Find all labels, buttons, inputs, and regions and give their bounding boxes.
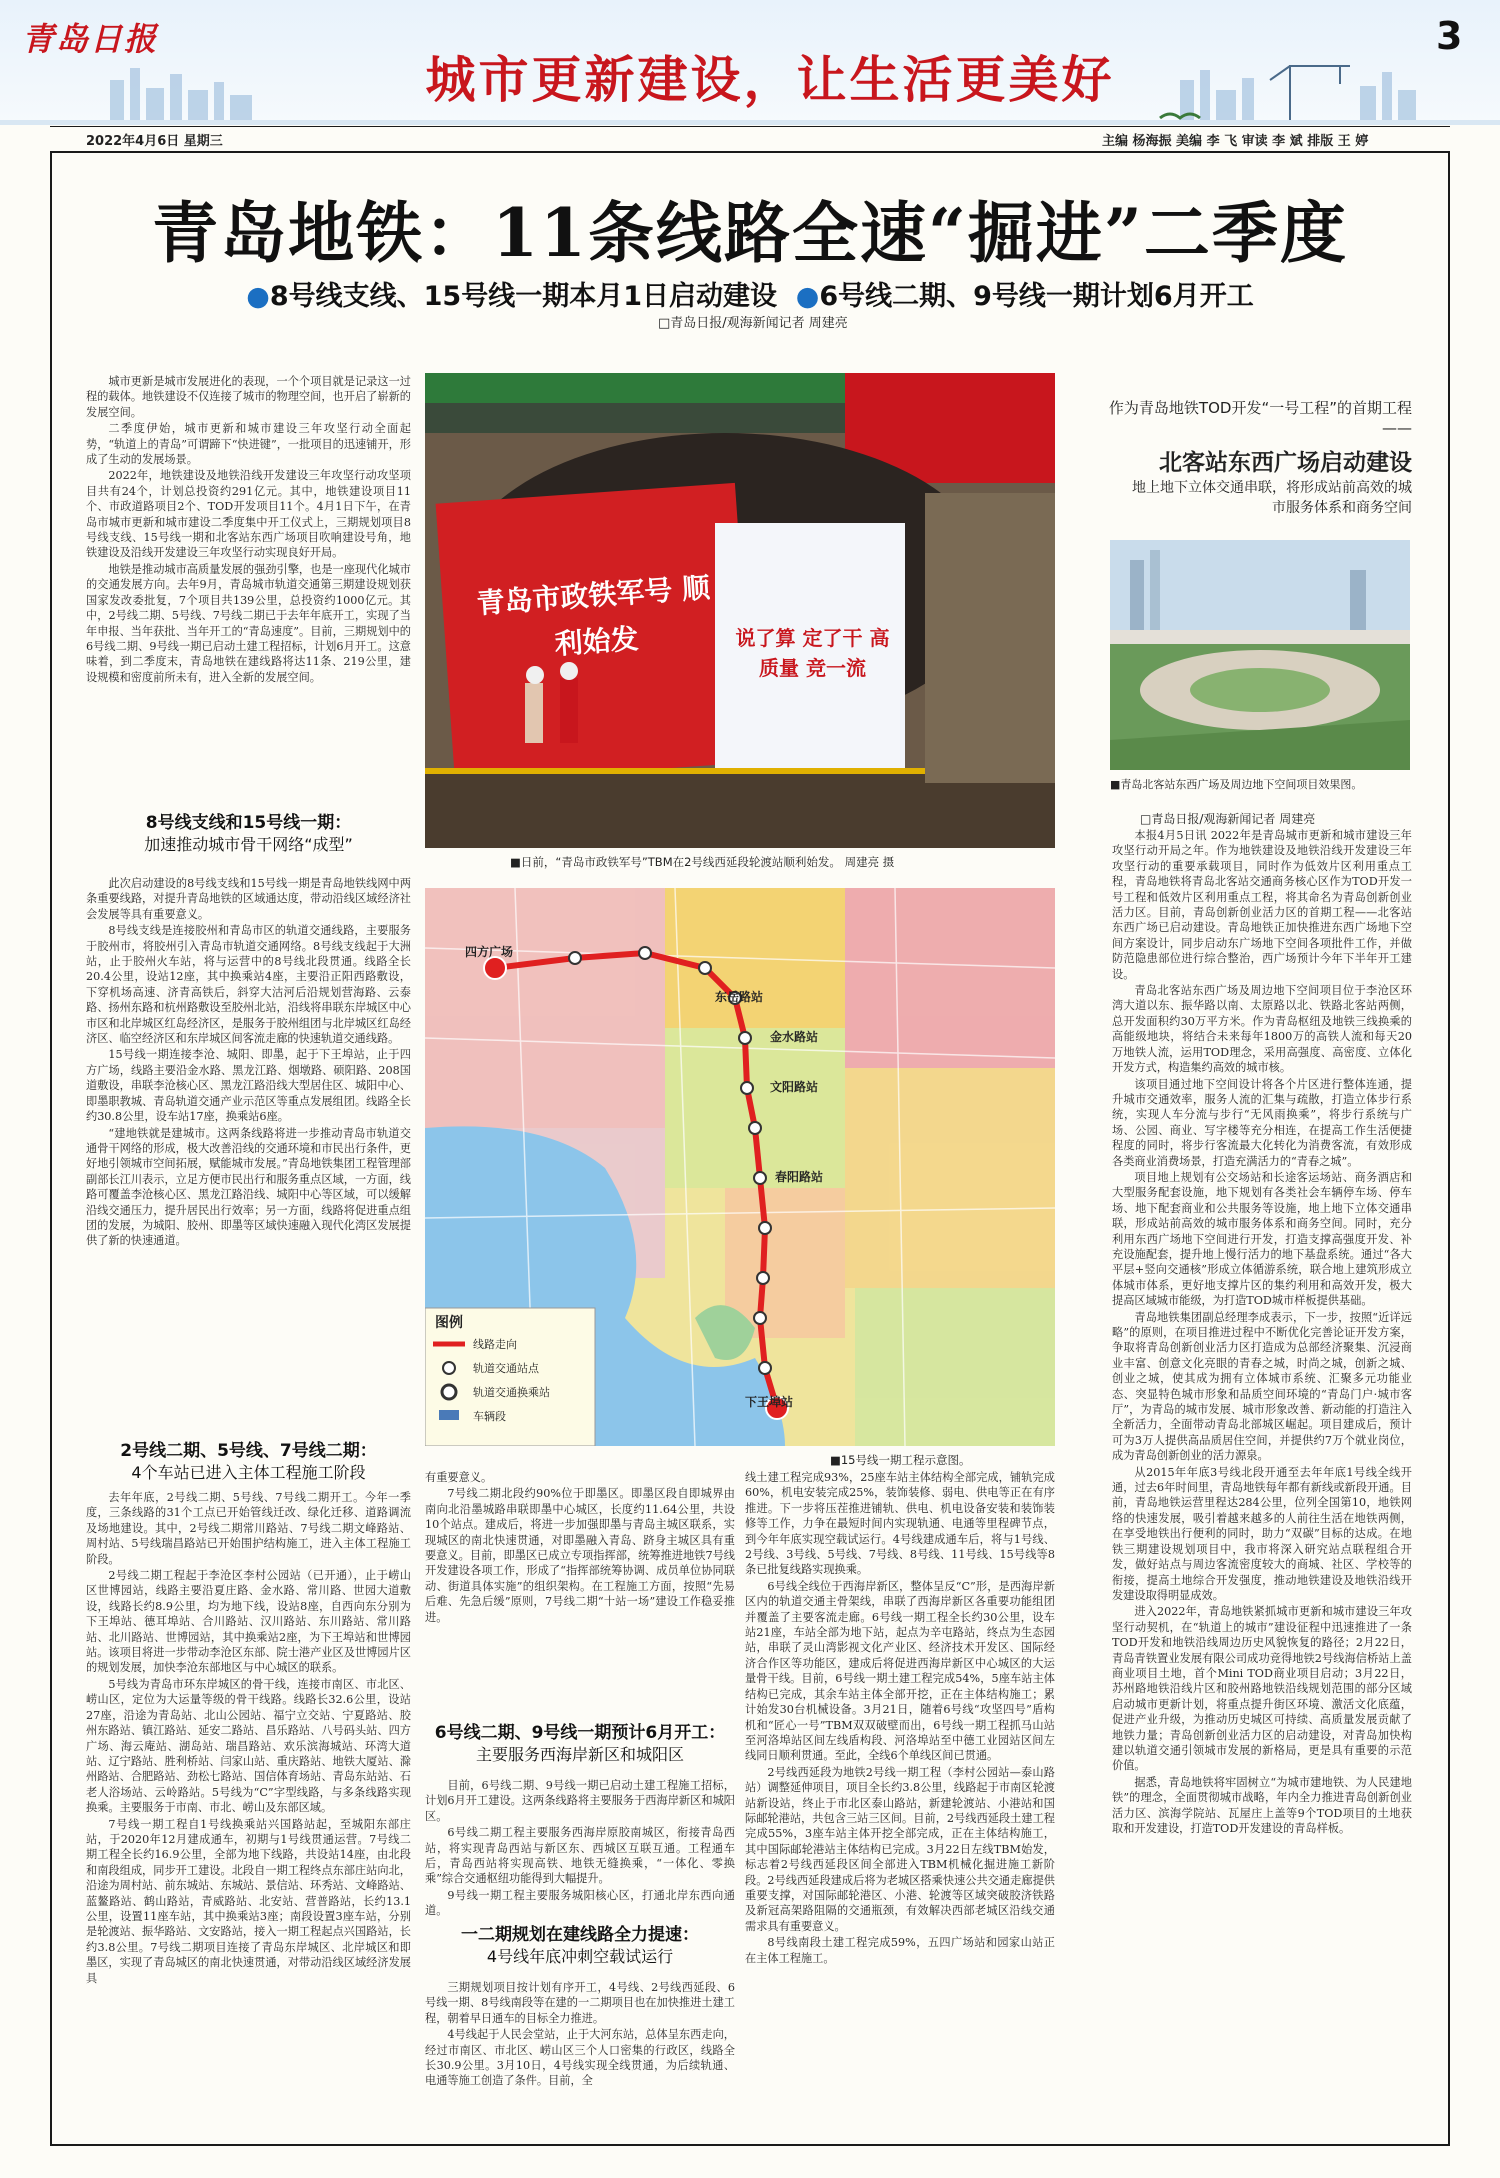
- paragraph: 从2015年年底3号线北段开通至去年年底1号线全线开通，过去6年时间里，青岛地铁每年都有新线或新段开通。目前，青岛地铁运营里程达284公里，位列全国第10，地铁网络的快速发展，吸引着越来越多的人前往生活在地铁两侧，在享受地铁出行便利的同时，助力“双碳”目标的达成。在地铁三期建设规划项目中，我市将深入研究站点联程组合开发，做好站点与周边客流密度较大的商城、社区、学校等的衔接，提高土地综合开发强度，推动地铁建设及地铁沿线开发建设取得明显成效。: [1112, 1465, 1412, 1602]
- paragraph: 4号线起于人民会堂站，止于大河东站，总体呈东西走向，经过市南区、市北区、崂山区三个人口密集的行政区，线路全长30.9公里。3月10日，4号线实现全线贯通，为后续轨通、电通等施工创造了条件。目前，全: [425, 2028, 735, 2088]
- sidebar-intro: 作为青岛地铁TOD开发“一号工程”的首期工程——: [1108, 399, 1412, 437]
- station-label: 金水路站: [770, 1030, 819, 1044]
- tbm-launch-photo: [425, 373, 1055, 848]
- paragraph: 2号线西延段为地铁2号线一期工程（李村公园站—泰山路站）调整延伸项目，项目全长约3.8公里，线路起于市南区轮渡站新设站，终止于市北区泰山路站，新建轮渡站、小港站和国际邮轮港站，共包含三站三区间。目前，2号线西延段土建工程完成55%，3座车站主体开挖全部完成，正在主体结构施工，其中国际邮轮港站主体结构已完成。3月22日左线TBM始发，标志着2号线西延段区间全部进入TBM机械化掘进施工新阶段。2号线西延段建成后将为老城区搭乘快速公共交通走廊提供重要支撑，对国际邮轮港区、小港、轮渡等区域突破胶济铁路及新冠高架路阻隔的交通瓶颈，有效解决西部老城区沿线交通需求具有重要意义。: [745, 1765, 1055, 1933]
- photo-slogan-text: 说了算 定了干 高质量 竞一流: [735, 626, 890, 680]
- legend-item: 轨道交通换乘站: [473, 1386, 550, 1399]
- sidebar-byline: □青岛日报/观海新闻记者 周建亮: [1140, 812, 1316, 826]
- heading-line-1: 2号线二期、5号线、7号线二期：: [120, 1441, 377, 1461]
- paragraph: 2号线二期工程起于李沧区李村公园站（已开通），止于崂山区世博园站，线路主要沿夏庄路、金水路、常川路、世园大道敷设，线路长约8.9公里，均为地下线，设站8座，自西向东分别为下王埠站、德耳埠站、合川路站、汉川路站、东川路站、常川路站、北川路站、世博园站，其中换乘站2座，为下王埠站和世博园站。该项目将进一步带动李沧区东部、院士港产业区及世博园片区的规划发展，加快李沧东部地区与中心城区的联系。: [86, 1569, 411, 1675]
- paragraph: 有重要意义。: [425, 1471, 493, 1484]
- photo-banner-text: 青岛市政铁军号 顺利始发: [475, 570, 712, 661]
- paragraph: 7号线二期北段约90%位于即墨区。即墨区段自即城界由南向北沿墨城路串联即墨中心城区，长度约11.64公里，共设10个站点。建成后，将进一步加强即墨与青岛主城区联系，实现城区的南北快速贯通，对即墨融入青岛、跻身主城区具有重要意义。目前，即墨区已成立专项指挥部，统筹推进地铁7号线开发建设各项工作，形成了“指挥部统筹协调、成员单位协同联动、街道具体实施”的组织架构。在工程施工方面，按照“先易后难、先急后缓”原则，7号线二期“十站一场”建设工作稳妥推进。: [425, 1487, 735, 1624]
- paragraph: 项目地上规划有公交场站和长途客运场站、商务酒店和大型服务配套设施，地下规划有各类社会车辆停车场、停车场、地下配套商业和公共服务等设施，地上地下立体交通串联，形成站前高效的城市服务体系和商务空间。同时，充分利用东西广场地下空间进行开发，打造支撑高强度开发、补充设施配套，提升地上慢行活力的地下基盘系统。通过“各大平层+竖向交通核”形成立体循游系统，联合地上建筑形成立体城市体系，更好地支撑片区的集约利用和高效开发，极大提高区域城市能级，为打造TOD城市样板提供基础。: [1112, 1170, 1412, 1308]
- line-15-map: [425, 888, 1055, 1446]
- paragraph: 目前，6号线二期、9号线一期已启动土建工程施工招标，计划6月开工建设。这两条线路将主要服务于西海岸新区和城阳区。: [425, 1779, 735, 1823]
- paragraph: 8号线支线是连接胶州和青岛市区的轨道交通线路，主要服务于胶州市，将胶州引入青岛市轨道交通网络。8号线支线起于大洲站，止于胶州火车站，将与运营中的8号线北段贯通。线路全长20.4公里，设站12座，其中换乘站4座，主要沿正阳西路敷设，下穿机场高速、济青高铁后，斜穿大沽河后沿规划营海路、云泰路、扬州东路和杭州路敷设至胶州北站，沿线将串联东岸城区中心市区和北岸城区红岛经济区，是服务于胶州组团与北岸城区红岛经济区、临空经济区和东岸城区间客流走廊的快速轨道交通线路。: [86, 924, 411, 1046]
- newspaper-logo: 青岛日报: [22, 20, 159, 58]
- station-label: 东岳路站: [715, 990, 764, 1004]
- north-station-render: [1110, 540, 1410, 770]
- sub-headline-1: 8号线支线、15号线一期本月1日启动建设: [269, 281, 777, 312]
- paragraph: 2022年，地铁建设及地铁沿线开发建设三年攻坚行动攻坚项目共有24个，计划总投资约291亿元。其中，地铁建设项目11个、市政道路项目2个、TOD开发项目11个。4月1日下午，在青岛市城市更新和城市建设二季度集中开工仪式上，三期规划项目8号线支线、15号线一期和北客站东西广场项目吹响建设号角，地铁建设及沿线开发建设三年攻坚行动实现良好开局。: [86, 469, 411, 560]
- section-heading-1-2: [425, 1924, 735, 1968]
- masthead: [0, 0, 1500, 125]
- render-caption: ■青岛北客站东西广场及周边地下空间项目效果图。: [1110, 778, 1363, 791]
- paragraph: 本报4月5日讯 2022年是青岛城市更新和城市建设三年攻坚行动开局之年。作为地铁建设及地铁沿线开发建设三年攻坚行动的重要承载项目，同时作为低效片区利用重点工程，青岛地铁将青岛北客站交通商务核心区作为TOD开发一号工程和低效片区利用重点工程，将其命名为青岛创新创业活力区。目前，青岛创新创业活力区的首期工程——北客站东西广场已启动建设。青岛地铁正加快推进东西广场地下空间方案设计，同步启动东广场地下空间各项批件工作，并做防范隐患部位进行综合整治，西广场预计今年下半年开工建设。: [1112, 829, 1412, 981]
- heading-line-1: 一二期规划在建线路全力提速：: [461, 1925, 699, 1945]
- paragraph: 此次启动建设的8号线支线和15号线一期是青岛地铁线网中两条重要线路，对提升青岛地铁的区域通达度，带动沿线区域经济社会发展等具有重要意义。: [86, 877, 411, 921]
- sub-headline-2: 6号线二期、9号线一期计划6月开工: [819, 281, 1254, 312]
- paragraph: 8号线南段土建工程完成59%，五四广场站和园家山站正在主体工程施工。: [745, 1936, 1055, 1965]
- right-frame: [1448, 151, 1450, 2146]
- article-column-b1: [86, 1490, 411, 2136]
- paragraph: 线土建工程完成93%，25座车站主体结构全部完成，铺轨完成60%，机电安装完成25%，装饰装修、弱电、供电等正在有序推进。下一步将压茬推进铺轨、供电、机电设备安装和装饰装修等工作，力争在最短时间内实现轨通、电通等里程碑节点，到今年年底实现空载试运行。4号线建成通车后，将与1号线、2号线、3号线、5号线、7号线、8号线、11号线、15号线等8条已批复线路实现换乘。: [745, 1471, 1055, 1577]
- sidebar-article: [1112, 828, 1412, 2126]
- section-title: 城市更新建设，让生活更美好: [425, 50, 1115, 109]
- header-rule: [50, 151, 1450, 153]
- bullet-icon: ●: [246, 281, 270, 312]
- bottom-rule: [50, 2144, 1450, 2146]
- article-column-1b: [86, 876, 411, 1436]
- sub-headline: [50, 274, 1450, 313]
- paragraph: 该项目通过地下空间设计将各个片区进行整体连通，提升城市交通效率，服务人流的汇集与疏散，打造立体步行系统，实现人车分流与步行“无风雨换乘”，将步行系统与广场、公园、商业、写字楼等充分相连，在提高工作生活便捷程度的同时，将步行客流最大化转化为消费客流，有效形成各类商业消费场景，打造充满活力的“青春之城”。: [1112, 1077, 1412, 1168]
- legend-item: 车辆段: [473, 1410, 506, 1423]
- paragraph: 去年年底，2号线二期、5号线、7号线二期开工。今年一季度，三条线路的31个工点已开始管线迁改、绿化迁移、道路调流及场地建设。其中，2号线二期常川路站、7号线二期文峰路站、周村站、5号线瑞昌路站已开始围护结构施工，进入主体工程施工阶段。: [86, 1491, 411, 1566]
- paragraph: 据悉，青岛地铁将牢固树立“为城市建地铁、为人民建地铁”的理念，全面贯彻城市战略，年内全力推进青岛创新创业活力区、滨海学院站、瓦屋庄上盖等9个TOD项目的土地获取和开发建设，打造TOD开发建设的青岛样板。: [1112, 1775, 1412, 1835]
- paragraph: 5号线为青岛市环东岸城区的骨干线，连接市南区、市北区、崂山区，定位为大运量等级的骨干线路。线路长32.6公里，设站27座，沿途为青岛站、北山公园站、福宁立交站、宁夏路站、胶州东路站、镇江路站、延安二路站、昌乐路站、八号码头站、四方广场、海云庵站、湖岛站、瑞昌路站、欢乐滨海城站、环湾大道站、辽宁路站、胜利桥站、闫家山站、重庆路站、地铁大厦站、滁州路站、合肥路站、劲松七路站、国信体育场站、青岛东站站、石老人浴场站、云岭路站。5号线为“C”字型线路，与多条线路实现换乘。主要服务于市南、市北、崂山及东部区域。: [86, 1677, 411, 1815]
- section-heading-6-9: [425, 1722, 735, 1766]
- heading-line-2: 加速推动城市骨干网络“成型”: [144, 835, 353, 854]
- paragraph: 15号线一期连接李沧、城阳、即墨，起于下王埠站，止于四方广场，线路主要沿金水路、黑龙江路、烟墩路、硕阳路、208国道敷设，串联李沧核心区、黑龙江路沿线大型居住区、城阳中心、即墨职教城、青岛轨道交通产业示范区等重点发展组团。线路全长约30.8公里，设车站17座，换乘站6座。: [86, 1048, 411, 1124]
- section-heading-8-15: [86, 812, 411, 856]
- main-headline: 青岛地铁：11条线路全速“掘进”二季度: [152, 194, 1348, 272]
- paragraph: 青岛地铁集团副总经理李成表示，下一步，按照“近详远略”的原则，在项目推进过程中不断优化完善论证开发方案，争取将青岛创新创业活力区打造成为总部经济聚集、沉浸商业丰富、创意文化亮眼的青春之城，时尚之城，创新之城、创业之城，使其成为拥有立体城市系统、汇聚多元功能业态、突显特色城市形象和品质空间环境的“青岛门户·城市客厅”，为青岛的城市发展、城市形象改善、新动能的打造注入全新活力，全面带动青岛北部城区崛起。项目建成后，预计可为3万人提供高品质居住空间，并提供约7万个就业岗位，成为青岛创新创业的活力源泉。: [1112, 1310, 1412, 1463]
- byline: □青岛日报/观海新闻记者 周建亮: [658, 316, 848, 331]
- paragraph: 进入2022年，青岛地铁紧抓城市更新和城市建设三年攻坚行动契机，在“轨道上的城市”建设征程中迅速推进了一条TOD开发和地铁沿线周边历史风貌恢复的路径；2月22日，青岛青铁置业发展有限公司成功竞得地铁2号线海信桥站上盖商业项目土地，首个Mini TOD商业项目启动；3月22日，苏州路地铁沿线片区和胶州路地铁沿线规划范围的部分区域启动城市更新计划，将重点提升街区环境、激活文化底蕴，促进产业升级，为推动历史城区可持续、高质量发展贡献了地铁力量；青岛创新创业活力区的启动建设，对青岛加快构建以轨道交通引领城市发展的新格局，更是具有重要的示范价值。: [1112, 1605, 1412, 1773]
- article-column-b2: [425, 1470, 735, 1710]
- article-column-b2c: [425, 1980, 735, 2136]
- page-number: 3: [1436, 14, 1463, 58]
- photo-caption: ■日前，“青岛市政铁军号”TBM在2号线西延段轮渡站顺利始发。 周建亮 摄: [510, 855, 895, 869]
- station-label: 春阳路站: [775, 1170, 824, 1184]
- paragraph: 青岛北客站东西广场及周边地下空间项目位于李沧区环湾大道以东、振华路以南、太原路以北、铁路北客站两侧，总开发面积约30万平方米。作为青岛枢纽及地铁三线换乘的高能级地块，将结合未来每年1800万的高铁人流和每天20万地铁人流，运用TOD理念，采用高强度、高密度、立体化开发方式，构造集约高效的城市核。: [1112, 984, 1412, 1075]
- heading-line-2: 4号线年底冲刺空载试运行: [486, 1947, 674, 1966]
- heading-line-1: 6号线二期、9号线一期预计6月开工：: [434, 1723, 726, 1743]
- paragraph: 9号线一期工程主要服务城阳核心区，打通北岸东西向通道。: [425, 1888, 735, 1918]
- map-legend-title: 图例: [435, 1315, 463, 1331]
- station-label: 下王埠站: [745, 1395, 794, 1409]
- paragraph: 三期规划项目按计划有序开工，4号线、2号线西延段、6号线一期、8号线南段等在建的一二期项目也在加快推进土建工程，朝着早日通车的目标全力推进。: [425, 1981, 735, 2025]
- article-column-b2b: [425, 1778, 735, 1920]
- paragraph: 地铁是推动城市高质量发展的强劲引擎，也是一座现代化城市的交通发展方向。去年9月，青岛城市轨道交通第三期建设规划获国家发改委批复，7个项目共139公里，总投资约1000亿元。其中，2号线二期、5号线、7号线二期已于去年年底开工，实现了当年申报、当年获批、当年开工的“青岛速度”。目前，三期规划中的6号线二期、9号线一期已启动土建工程招标，计划6月开工。这意味着，到二季度末，青岛地铁在建线路将达11条、219公里，建设规模和密度前所未有，进入全新的发展空间。: [86, 562, 411, 684]
- section-heading-2-5-7: [86, 1440, 411, 1484]
- map-caption: ■15号线一期工程示意图。: [830, 1453, 971, 1467]
- heading-line-2: 主要服务西海岸新区和城阳区: [475, 1745, 684, 1764]
- article-column-1: [86, 374, 411, 808]
- info-bar: [0, 127, 1500, 149]
- legend-item: 轨道交通站点: [473, 1362, 539, 1375]
- sidebar-title: 北客站东西广场启动建设: [1159, 450, 1412, 476]
- legend-item: 线路走向: [473, 1338, 517, 1351]
- editor-credits: 主编 杨海振 美编 李 飞 审读 李 斌 排版 王 婷: [1102, 134, 1369, 149]
- paragraph: 二季度伊始，城市更新和城市建设三年攻坚行动全面起势，“轨道上的青岛”可谓蹄下“快进键”，一批项目的迅速铺开，形成了生动的发展场景。: [86, 422, 411, 467]
- heading-line-2: 4个车站已进入主体工程施工阶段: [131, 1463, 366, 1482]
- article-column-b3: [745, 1470, 1055, 2136]
- issue-date: 2022年4月6日 星期三: [86, 134, 223, 149]
- paragraph: 6号线二期工程主要服务西海岸原胶南城区，衔接青岛西站，将实现青岛西站与新区东、西城区互联互通。工程通车后，青岛西站将实现高铁、地铁无缝换乘，“一体化、零换乘”综合交通枢纽功能得到大幅提升。: [425, 1826, 735, 1886]
- bullet-icon: ●: [795, 281, 820, 312]
- paragraph: 6号线全线位于西海岸新区，整体呈反“C”形，是西海岸新区内的轨道交通主骨架线，串联了西海岸新区各重要功能组团并覆盖了主要客流走廊。6号线一期工程全长约30公里，设车站21座，车站全部为地下站，起点为辛屯路站，终点为生态园站，串联了灵山湾影视文化产业区、经济技术开发区、国际经济合作区等功能区，建成后将促进西海岸新区中心城区的大运量骨干线。目前，6号线一期土建工程完成54%，5座车站主体结构已完成，其余车站主体全部开挖，正在主体结构施工；累计始发30台机械设备。3月21日，随着6号线“攻坚四号”盾构机和“匠心一号”TBM双双破壁而出，6号线一期工程抓马山站至河洛埠站区间左线盾构段、河洛埠站至中德工业园站区间左线同日顺利贯通。至此，全线6个单线区间已贯通。: [745, 1579, 1055, 1763]
- paragraph: 7号线一期工程自1号线换乘站兴国路站起，至城阳东部庄站，于2020年12月建成通车，初期与1号线贯通运营。7号线二期工程全长约16.9公里，全部为地下线路，共设站14座，由北段和南段组成，同步开工建设。北段自一期工程终点东部庄站向北，沿途为周村站、前东城站、东城站、景信站、环秀站、文峰路站、蓝鳌路站、鹤山路站，青威路站、北安站、营普路站，长约13.1公里，设置11座车站，其中换乘站3座；南段设置3座车站，分别是轮渡站、振华路站、文安路站，接入一期工程起点兴国路站，长约3.8公里。7号线二期项目连接了青岛东岸城区、北岸城区和即墨区，实现了青岛城区的南北快速贯通，对带动沿线区域经济发展具: [86, 1817, 411, 1985]
- paragraph: “建地铁就是建城市。这两条线路将进一步推动青岛市轨道交通骨干网络的形成，极大改善沿线的交通环境和市民出行条件，更好地引领城市空间拓展，赋能城市发展。”青岛地铁集团工程管理部副部长江川表示，立足方便市民出行和服务重点区域，一方面，线路可覆盖李沧核心区、黑龙江路沿线、城阳中心等区域，可以缓解沿线交通压力，提升居民出行效率；另一方面，线路将促进重点组团的发展，为城阳、胶州、即墨等区域快速融入现代化湾区发展提供了新的快速通道。: [86, 1126, 411, 1248]
- paragraph: 城市更新是城市发展进化的表现，一个个项目就是记录这一过程的载体。地铁建设不仅连接了城市的物理空间，也开启了崭新的发展空间。: [86, 375, 411, 419]
- render-image: [1110, 540, 1410, 770]
- station-label: 四方广场: [465, 945, 514, 959]
- left-frame: [50, 151, 52, 2146]
- sidebar-subtitle: 地上地下立体交通串联，将形成站前高效的城市服务体系和商务空间: [1132, 480, 1412, 516]
- station-label: 文阳路站: [770, 1080, 819, 1094]
- heading-line-1: 8号线支线和15号线一期：: [145, 813, 352, 833]
